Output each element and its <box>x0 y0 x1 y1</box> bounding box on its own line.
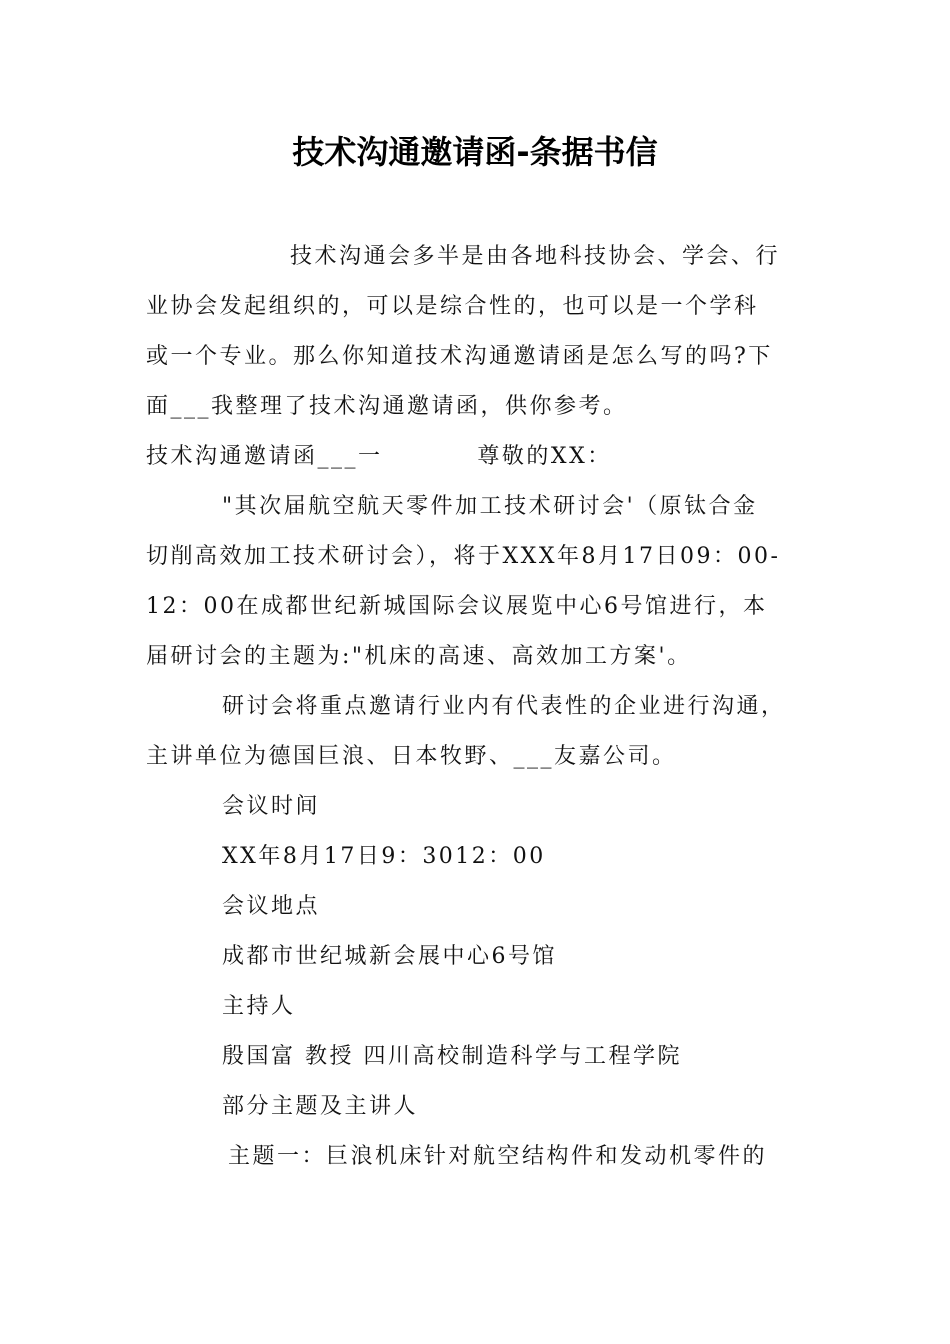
text-line: 业协会发起组织的，可以是综合性的，也可以是一个学科 <box>146 294 759 319</box>
text-line: 切削高效加工技术研讨会），将于XXX年8月17日09：00- <box>146 544 781 569</box>
text-line: 技术沟通会多半是由各地科技协会、学会、行 <box>290 244 781 269</box>
host-label: 主持人 <box>222 994 296 1019</box>
topics-label: 部分主题及主讲人 <box>222 1094 419 1119</box>
text-line: 届研讨会的主题为:"机床的高速、高效加工方案'。 <box>146 644 692 669</box>
meeting-place-label: 会议地点 <box>222 894 321 919</box>
topic-1: 主题一：巨浪机床针对航空结构件和发动机零件的 <box>228 1144 768 1169</box>
host-value: 殷国富 教授 四川高校制造科学与工程学院 <box>222 1044 682 1069</box>
meeting-time-label: 会议时间 <box>222 794 321 819</box>
text-line: 面___我整理了技术沟通邀请函，供你参考。 <box>146 394 628 419</box>
meeting-place-value: 成都市世纪城新会展中心6号馆 <box>222 944 557 969</box>
text-line: 或一个专业。那么你知道技术沟通邀请函是怎么写的吗?下 <box>146 344 773 369</box>
text-line: 12：00在成都世纪新城国际会议展览中心6号馆进行，本 <box>146 594 768 619</box>
text-line: 研讨会将重点邀请行业内有代表性的企业进行沟通， <box>222 694 786 719</box>
text-line: 主讲单位为德国巨浪、日本牧野、___友嘉公司。 <box>146 744 677 769</box>
meeting-time-value: XX年8月17日9：3012：00 <box>222 844 546 869</box>
page-title: 技术沟通邀请函-条据书信 <box>292 133 658 171</box>
letter-heading: 技术沟通邀请函___一 尊敬的XX： <box>146 444 612 469</box>
text-line: "其次届航空航天零件加工技术研讨会'（原钛合金 <box>222 494 758 519</box>
